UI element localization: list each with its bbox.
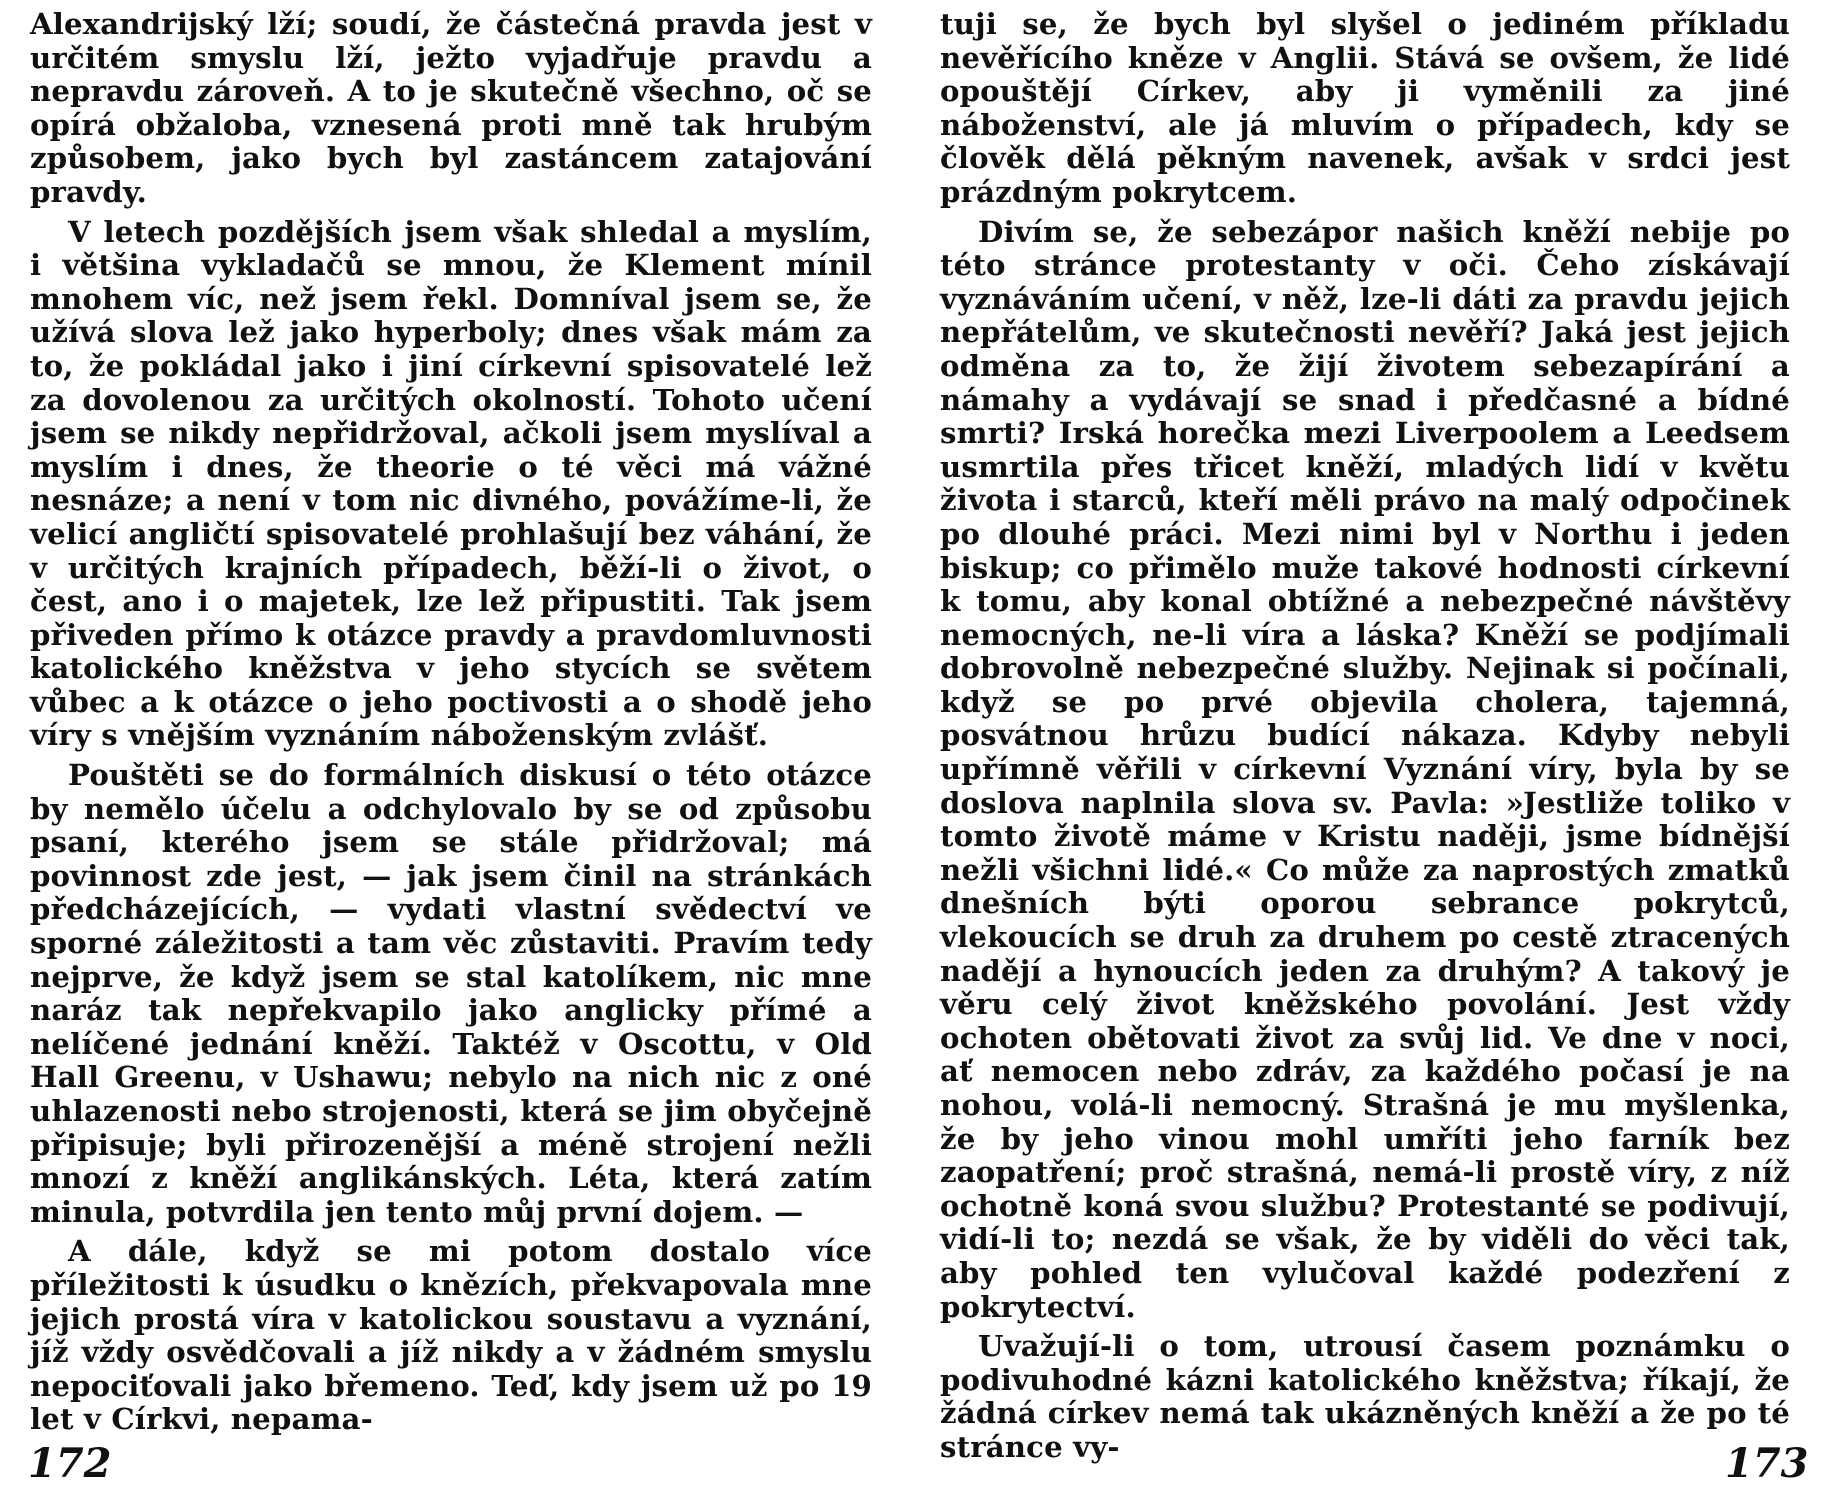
right-page-number: 173 <box>1725 1440 1809 1487</box>
right-paragraph-2: Divím se, že sebezápor našich kněží nebije po této stránce protestanty v oči. Čeho získávají vyznáváním učení, v něž, lze-li dáti za pravdu jejich nepřátelům, ve skutečnosti nevěří? Jaká jest jejich odměna za to, že žijí životem sebezapírání a námahy a vydávají se snad i předčasné a bídné smrti? Irská horečka mezi Liverpoolem a Leedsem usmrtila přes třicet kněží, mladých lidí v květu života i starců, kteří měli právo na malý odpočinek po dlouhé práci. Mezi nimi byl v Northu i jeden biskup; co přimělo muže takové hodnosti církevní k tomu, aby konal obtížné a nebezpečné návštěvy nemocných, ne-li víra a láska? Kněží se podjímali dobrovolně nebezpečné služby. Nejinak si počínali, když se po prvé objevila cholera, tajemná, posvátnou hrůzu budící nákaza. Kdyby nebyli upřímně věřili v církevní Vyznání víry, byla by se doslova naplnila slova sv. Pavla: »Jestliže toliko v tomto životě máme v Kristu naději, jsme bídnější nežli všichni lidé.« Co může za naprostých zmatků dnešních býti oporou sebrance pokrytců, vlekoucích se druh za druhem po cestě ztracených nadějí a hynoucích jeden za druhým? A takový je věru celý život kněžského povolání. Jest vždy ochoten obětovati život za svůj lid. Ve dne v noci, ať nemocen nebo zdráv, za každého počasí je na nohou, volá-li nemocný. Strašná je mu myšlenka, že by jeho vinou mohl umříti jeho farník bez zaopatření; proč strašná, nemá-li prostě víry, z níž ochotně koná svou službu? Protestanté se podivují, vidí-li to; nezdá se však, že by viděli do věci tak, aby pohled ten vylučoval každé podezření z pokrytectví. <box>940 214 1790 1324</box>
right-page-text <box>940 8 1790 1465</box>
left-page-text <box>30 8 872 1437</box>
left-paragraph-2: V letech pozdějších jsem však shledal a myslím, i většina vykladačů se mnou, že Klement mínil mnohem víc, než jsem řekl. Domníval jsem se, že užívá slova lež jako hyperboly; dnes však mám za to, že pokládal jako i jiní církevní spisovatelé lež za dovolenou za určitých okolností. Tohoto učení jsem se nikdy nepřidržoval, ačkoli jsem myslíval a myslím i dnes, že theorie o té věci má vážné nesnáze; a není v tom nic divného, povážíme-li, že velicí angličtí spisovatelé prohlašují bez váhání, že v určitých krajních případech, běží-li o život, o čest, ano i o majetek, lze lež připustiti. Tak jsem přiveden přímo k otázce pravdy a pravdomluvnosti katolického kněžstva v jeho stycích se světem vůbec a k otázce o jeho poctivosti a o shodě jeho víry s vnějším vyznáním náboženským zvlášť. <box>30 214 872 753</box>
left-paragraph-4: A dále, když se mi potom dostalo více příležitosti k úsudku o knězích, překvapovala mne jejich prostá víra v katolickou soustavu a vyznání, jíž vždy osvědčovali a jíž nikdy a v žádném smyslu nepociťovali jako břemeno. Teď, kdy jsem už po 19 let v Církvi, nepama- <box>30 1234 872 1437</box>
left-paragraph-1: Alexandrijský lží; soudí, že částečná pravda jest v určitém smyslu lží, ježto vyjadřuje pravdu a nepravdu zároveň. A to je skutečně všechno, oč se opírá obžaloba, vznesená proti mně tak hrubým způsobem, jako bych byl zastáncem zatajování pravdy. <box>30 7 872 209</box>
left-page-number: 172 <box>28 1440 112 1487</box>
right-paragraph-3: Uvažují-li o tom, utrousí časem poznámku o podivuhodné kázni katolického kněžstva; říkají, že žádná církev nemá tak ukázněných kněží a že po té stránce vy- <box>940 1329 1790 1464</box>
right-paragraph-1: tuji se, že bych byl slyšel o jediném příkladu nevěřícího kněze v Anglii. Stává se ovšem, že lidé opouštějí Církev, aby ji vyměnili za jiné náboženství, ale já mluvím o případech, kdy se člověk dělá pěkným navenek, avšak v srdci jest prázdným pokrytcem. <box>940 7 1790 209</box>
left-paragraph-3: Pouštěti se do formálních diskusí o této otázce by nemělo účelu a odchylovalo by se od způsobu psaní, kterého jsem se stále přidržoval; má povinnost zde jest, — jak jsem činil na stránkách předcházejících, — vydati vlastní svědectví ve sporné záležitosti a tam věc zůstaviti. Pravím tedy nejprve, že když jsem se stal katolíkem, nic mne naráz tak nepřekvapilo jako anglicky přímé a nelíčené jednání kněží. Taktéž v Oscottu, v Old Hall Greenu, v Ushawu; nebylo na nich nic z oné uhlazenosti nebo strojenosti, která se jim obyčejně připisuje; byli přirozenější a méně strojení nežli mnozí z kněží anglikánských. Léta, která zatím minula, potvrdila jen tento můj první dojem. — <box>30 758 872 1229</box>
